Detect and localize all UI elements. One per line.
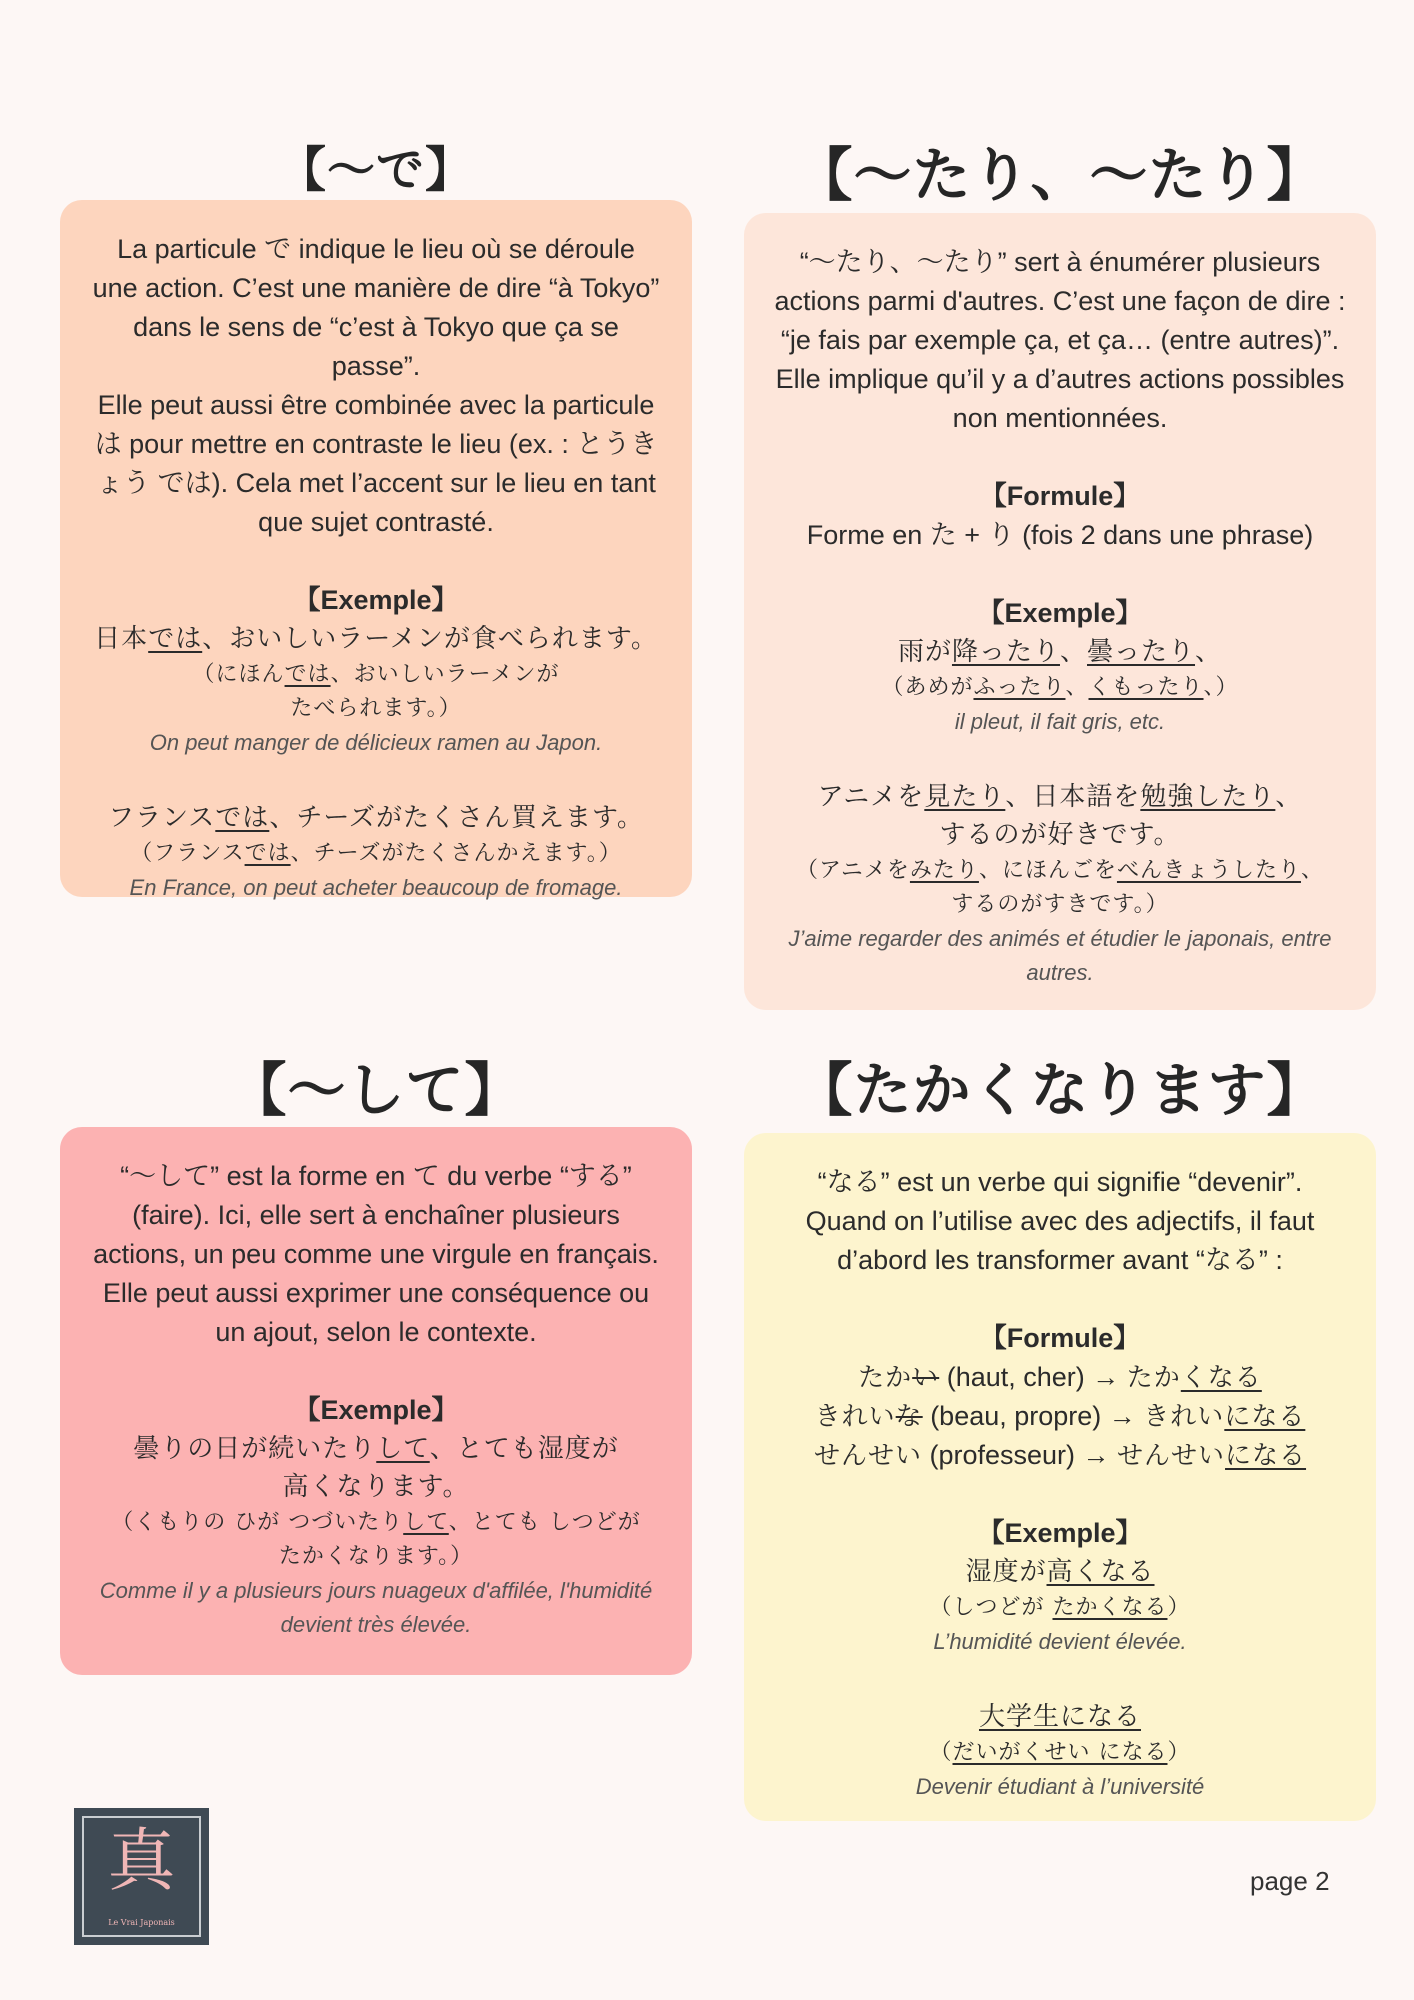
example-japanese: アニメを見たり、日本語を勉強したり、 <box>817 782 1303 812</box>
example-kana: （しつどが たかくなる） <box>929 1595 1191 1620</box>
explanation-line: (faire). Ici, elle sert à enchaîner plusieurs <box>132 1200 620 1230</box>
example-translation: On peut manger de délicieux ramen au Japon. <box>149 730 603 755</box>
explanation-line: Quand on l’utilise avec des adjectifs, il faut <box>805 1206 1315 1236</box>
example-japanese: フランスでは、チーズがたくさん買えます。 <box>108 803 644 833</box>
example-translation: Comme il y a plusieurs jours nuageux d'affilée, l'humidité <box>99 1578 653 1603</box>
logo <box>74 1808 209 1945</box>
explanation-line: non mentionnées. <box>952 403 1168 433</box>
example-japanese: 日本では、おいしいラーメンが食べられます。 <box>94 624 658 654</box>
example-translation: En France, on peut acheter beaucoup de fromage. <box>129 875 623 900</box>
explanation-line: actions, un peu comme une virgule en français. <box>93 1239 659 1269</box>
formula-row: たかい (haut, cher) → たかくなる <box>858 1362 1262 1393</box>
explanation-line: ょう では). Cela met l’accent sur le lieu en tant <box>96 468 656 498</box>
explanation-line: は pour mettre en contraste le lieu (ex. : とうき <box>94 429 658 459</box>
formula-label: 【Formule】 <box>979 481 1141 511</box>
explanation-line: La particule で indique le lieu où se déroule <box>117 234 635 264</box>
explanation-line: Elle peut aussi être combinée avec la particule <box>97 390 655 420</box>
example-kana: たかくなります。） <box>278 1544 474 1569</box>
example-translation: autres. <box>1026 960 1094 985</box>
example-japanese: 高くなります。 <box>282 1472 470 1502</box>
explanation-line: d’abord les transformer avant “なる” : <box>837 1245 1283 1275</box>
card-de <box>60 200 692 900</box>
logo-text: Le Vrai Japonais <box>108 1918 175 1927</box>
explanation-naru <box>772 1163 1348 1280</box>
page-number: page 2 <box>1250 1866 1330 1896</box>
explanation-line: actions parmi d'autres. C’est une façon de dire : <box>774 286 1346 316</box>
explanation-line: “〜して” est la forme en て du verbe “する” <box>120 1161 632 1191</box>
example-japanese: するのが好きです。 <box>939 820 1181 850</box>
title-de: 【〜で】 <box>277 142 474 198</box>
example-translation: devient très élevée. <box>280 1612 472 1637</box>
title-shite: 【〜して】 <box>228 1056 524 1124</box>
title-tari: 【〜たり、〜たり】 <box>794 141 1326 209</box>
example-kana: （フランスでは、チーズがたくさんかえます。） <box>130 841 622 866</box>
explanation-tari <box>772 243 1348 438</box>
explanation-line: “je fais par exemple ça, et ça… (entre autres)”. <box>780 325 1340 355</box>
example-kana: （アニメをみたり、にほんごをべんきょうしたり、 <box>796 858 1324 883</box>
example-japanese: 雨が降ったり、曇ったり、 <box>897 637 1223 667</box>
explanation-line: Elle peut aussi exprimer une conséquence ou <box>102 1278 650 1308</box>
example-label: 【Exemple】 <box>293 1395 459 1425</box>
example-translation: L’humidité devient élevée. <box>933 1629 1187 1654</box>
example-kana: （あめがふったり、くもったり、） <box>881 675 1239 700</box>
explanation-line: “〜たり、〜たり” sert à énumérer plusieurs <box>799 247 1321 277</box>
example-translation: J’aime regarder des animés et étudier le japonais, entre <box>788 926 1332 951</box>
title-naru: 【たかくなります】 <box>794 1056 1326 1124</box>
example-label: 【Exemple】 <box>977 598 1143 628</box>
explanation-line: un ajout, selon le contexte. <box>215 1317 537 1347</box>
example-japanese: 大学生になる <box>978 1702 1141 1732</box>
explanation-shite <box>88 1157 664 1352</box>
card-tari <box>744 213 1376 1010</box>
example-kana: （くもりの ひが つづいたりして、とても しつどが <box>111 1510 641 1535</box>
example-label: 【Exemple】 <box>293 585 459 615</box>
example-japanese: 湿度が高くなる <box>965 1557 1155 1587</box>
example-kana: するのがすきです。） <box>951 892 1169 917</box>
explanation-line: une action. C’est une manière de dire “à Tokyo” <box>92 273 660 303</box>
example-japanese: 曇りの日が続いたりして、とても湿度が <box>133 1434 619 1464</box>
card-naru <box>744 1133 1376 1821</box>
example-translation: il pleut, il fait gris, etc. <box>954 709 1166 734</box>
logo-kanji: 真 <box>107 1822 176 1901</box>
explanation-line: que sujet contrasté. <box>258 507 494 537</box>
explanation-line: dans le sens de “c’est à Tokyo que ça se passe”. <box>133 312 619 381</box>
formula-text: Forme en た + り (fois 2 dans une phrase) <box>806 520 1314 550</box>
example-label: 【Exemple】 <box>977 1518 1143 1548</box>
example-kana: たべられます。） <box>290 696 462 721</box>
example-kana: （だいがくせい になる） <box>929 1740 1191 1765</box>
explanation-de <box>88 230 664 542</box>
explanation-line: Elle implique qu’il y a d’autres actions possibles <box>775 364 1345 394</box>
example-kana: （にほんでは、おいしいラーメンが <box>192 662 560 687</box>
card-shite <box>60 1127 692 1675</box>
explanation-line: “なる” est un verbe qui signifie “devenir”. <box>817 1167 1303 1197</box>
formula-row: きれいな (beau, propre) → きれいになる <box>814 1401 1306 1432</box>
example-translation: Devenir étudiant à l’université <box>915 1774 1205 1799</box>
formula-row: せんせい (professeur) → せんせいになる <box>813 1440 1307 1471</box>
formula-label: 【Formule】 <box>979 1323 1141 1353</box>
